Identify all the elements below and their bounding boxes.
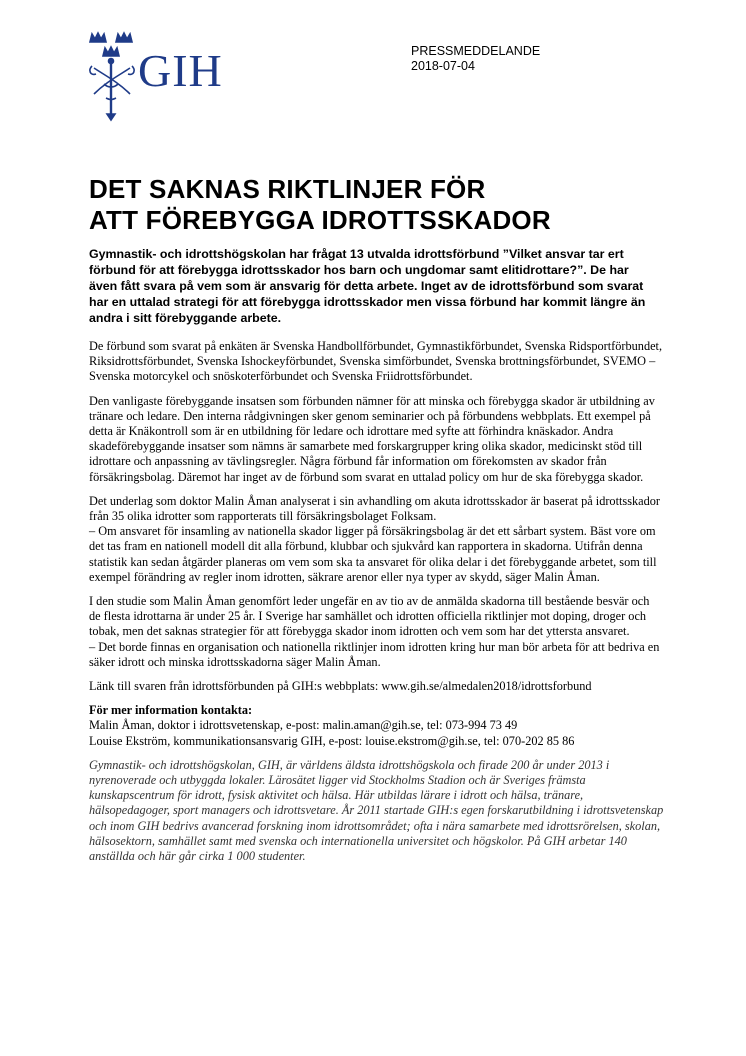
headline — [89, 174, 689, 236]
paragraph-study-findings: I den studie som Malin Åman genomfört leder ungefär en av tio av de anmälda skadorna till bestående besvär och de flesta idrottarna är under 25 år. I Sverige har samhället och idrotten officiella riktlinjer mot doping, droger och tobak, men det saknas strategier för att förebygga skador inom idrotten och vem som har det yttersta ansvaret. — [89, 594, 650, 639]
link-paragraph[interactable]: Länk till svaren från idrottsförbunden på GIH:s webbplats: www.gih.se/almedalen2018/idrottsforbund — [89, 679, 592, 694]
press-header — [411, 44, 540, 74]
paragraph-prevention-measures: Den vanligaste förebyggande insatsen som förbunden nämner för att minska och förebygga skador är utbildning av tränare och ledare. Den interna rådgivningen sker genom seminarier och på förbundens webbplats. Ett exempel på detta är Knäkontroll som är en utbildning för ledare och idrottare med syfte att förhindra knäskador. Andra skadeförebyggande insatser som nämns är samarbete med forskargrupper kring olika skador, medicinskt stöd till idrottare och anpassning av tävlingsregler. Några förbund får information om förekomsten av skador från försäkringsbolag. Däremot har inget av de förbund som svarat en uttalad policy om hur de ska förebygga skador. — [89, 393, 655, 484]
quote-guidelines: – Det borde finnas en organisation och nationella riktlinjer inom idrotten kring hur man bör arbeta för att bedriva en säker idrott och minska idrottsskadorna säger Malin Åman. — [89, 639, 660, 669]
contact-louise-ekstrom: Louise Ekström, kommunikationsansvarig GIH, e-post: louise.ekstrom@gih.se, tel: 070-202 85 86 — [89, 733, 575, 748]
lead-paragraph: Gymnastik- och idrottshögskolan har frågat 13 utvalda idrottsförbund ”Vilket ansvar tar ert förbund för att förebygga idrottsskador hos barn och ungdomar samt elitidrottare?”. De har även fått svara på vem som är ansvarig för detta arbete. Inget av de idrottsförbund som svarat har en uttalad strategi för att förebygga idrottsskador men vissa förbund har kommit längre än andra i sitt förebyggande arbete. — [89, 247, 646, 325]
quote-national-model: – Om ansvaret för insamling av nationella skador ligger på försäkringsbolag är det ett sårbart system. Bäst vore om det tas fram en nationell modell dit alla förbund, klubbar och sjukvård kan rapportera in skadorna. Utifrån denna statistik kan sedan åtgärder planeras om vem som ska ta ansvaret för olika delar i det förebyggande arbetet, som till exempel förändring av regler inom idrotten, säkrare arenor eller nya typer av skydd, säger Malin Åman. — [89, 524, 657, 584]
crowns-and-torch-icon — [86, 30, 142, 122]
headline-line-2: ATT FÖREBYGGA IDROTTSSKADOR — [89, 205, 551, 235]
gih-logo — [86, 30, 256, 122]
headline-line-1: DET SAKNAS RIKTLINJER FÖR — [89, 174, 486, 204]
contact-block — [89, 703, 664, 749]
contact-malin-aman: Malin Åman, doktor i idrottsvetenskap, e-post: malin.aman@gih.se, tel: 073-994 73 49 — [89, 718, 518, 733]
paragraph-thesis-basis: Det underlag som doktor Malin Åman analyserat i sin avhandling om akuta idrottsskador är baserat på idrottsskador från 35 olika idrotter som rapporterats till försäkringsbolaget Folksam. — [89, 493, 660, 524]
paragraph-thesis-data — [89, 494, 664, 585]
article-body — [89, 339, 664, 873]
contact-heading: För mer information kontakta: — [89, 703, 253, 718]
paragraph-responding-federations: De förbund som svarat på enkäten är Svenska Handbollförbundet, Gymnastikförbundet, Svenska Ridsportförbundet, Riksidrottsförbundet, Svenska Ishockeyförbundet, Svenska simförbundet, Svenska brottningsförbundet, SVEMO – Svenska motorcykel och snöskoterförbundet och Svenska Friidrottsförbundet. — [89, 339, 663, 384]
document-date: 2018-07-04 — [411, 59, 475, 73]
logo-wordmark: GIH — [138, 45, 223, 96]
document-type: PRESSMEDDELANDE — [411, 44, 541, 58]
about-gih: Gymnastik- och idrottshögskolan, GIH, är världens äldsta idrottshögskola och firade 200 år under 2013 i nyrenoverade och utbyggda lokaler. Lärosätet ligger vid Stockholms Stadion och är Sveriges främsta kunskapscentrum för idrott, fysisk aktivitet och hälsa. Här utbildas lärare i idrott och hälsa, tränare, hälsopedagoger, sport managers och idrottsvetare. År 2011 startade GIH:s egen forskarutbildning i idrottsvetenskap och inom GIH bedrivs avancerad forskning inom idrottsområdet; ofta i nära samarbete med idrottsrörelsen, skolan, hälsosektorn, samhället samt med svenska och internationella universitet och högskolor. På GIH arbetar 140 anställda och här går cirka 1 000 studenter. — [89, 757, 664, 864]
paragraph-study-results — [89, 594, 664, 670]
